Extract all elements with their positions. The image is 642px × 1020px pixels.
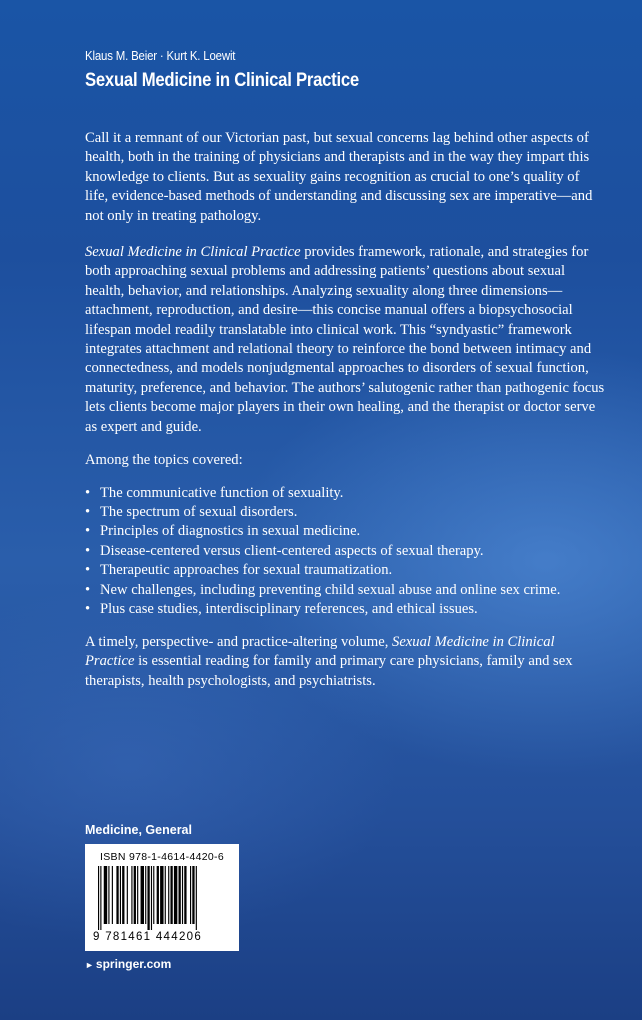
barcode-bar [112,866,113,924]
authors: Klaus M. Beier · Kurt K. Loewit [85,48,236,63]
barcode-bar [190,866,191,924]
list-item: • Therapeutic approaches for sexual traumatization. [85,561,605,580]
barcode-bar [157,866,159,924]
barcode-bar [160,866,163,924]
barcode-bar [192,866,194,924]
website-text: springer.com [95,957,172,971]
barcode-bar [141,866,144,924]
barcode-digits: 9 781461 444206 [93,931,203,943]
book-title: Sexual Medicine in Clinical Practice [85,70,359,91]
barcode-bar [165,866,166,924]
blurb-paragraph-closing [85,633,605,691]
barcode-bar [151,866,152,930]
barcode-bar [108,866,109,924]
arrow-right-icon: ► [85,960,94,970]
blurb-paragraph-intro: Call it a remnant of our Victorian past, but sexual concerns lag behind other aspects of health, both in the training of physicians and therapists and in the way they impart this knowledge to clients. But as sexuality gains recognition as crucial to one’s quality of life, evidence-based methods of understanding and discussing sex are imperative—and not only in treating pathology. [85,130,593,224]
barcode-bar [170,866,172,924]
back-cover-blurb [85,129,605,705]
barcode-bar [147,866,149,930]
topics-intro: Among the topics covered: [85,451,243,468]
barcode-bar [127,866,128,924]
barcode-bar [134,866,136,924]
list-item: • Plus case studies, interdisciplinary references, and ethical issues. [85,600,605,619]
barcode-bar [179,866,181,924]
barcode-bar [168,866,169,924]
subject-category: Medicine, General [85,823,192,837]
barcode-bar [182,866,183,924]
barcode-image [98,866,226,930]
isbn-text: ISBN 978-1-4614-4420-6 [100,851,224,863]
blurb-paragraph-description [85,243,605,437]
barcode-bar [122,866,124,924]
barcode-bar [104,866,107,924]
topics-list [85,484,605,620]
barcode-bar [120,866,121,924]
barcode-bar [100,866,101,930]
list-item: • The communicative function of sexuality. [85,484,605,503]
barcode-bar [184,866,186,924]
barcode-bar [174,866,177,924]
closing-book-title-italic: Sexual Medicine in Clinical Practice [85,633,555,670]
barcode-bar [98,866,99,930]
closing-text-post: is essential reading for family and primary care physicians, family and sex therapists, health psychologists, and psychiatrists. [85,653,573,689]
list-item: • Principles of diagnostics in sexual medicine. [85,522,605,541]
barcode-label [85,844,239,951]
blurb-description-text: provides framework, rationale, and strategies for both approaching sexual problems and addressing patients’ questions about sexual health, behavior, and relationships. Analyzing sexuality along three dimensions—attachment, reproduction, and desire—this concise manual offers a biopsychosocial lifespan model readily translatable into clinical work. This “syndyastic” framework integrates attachment and relational theory to reinforce the bond between intimacy and connectedness, and models nonjudgmental approaches to disorders of sexual function, maturity, preference, and behavior. The authors’ salutogenic rather than pathogenic focus lets clients become major players in their own healing, and the therapist or doctor serve as expert and guide. [85,244,605,435]
blurb-book-title-italic: Sexual Medicine in Clinical Practice [85,244,301,261]
barcode-bar [145,866,146,924]
barcode-bar [196,866,197,930]
publisher-website-link[interactable] [85,957,171,971]
list-item: • The spectrum of sexual disorders. [85,503,605,522]
barcode-bar [153,866,154,924]
barcode-bar [131,866,132,924]
list-item: • Disease-centered versus client-centered aspects of sexual therapy. [85,542,605,561]
list-item: • New challenges, including preventing child sexual abuse and online sex crime. [85,581,605,600]
closing-text-pre: A timely, perspective- and practice-altering volume, [85,633,393,650]
barcode-bar [116,866,118,924]
barcode-bar [137,866,138,924]
